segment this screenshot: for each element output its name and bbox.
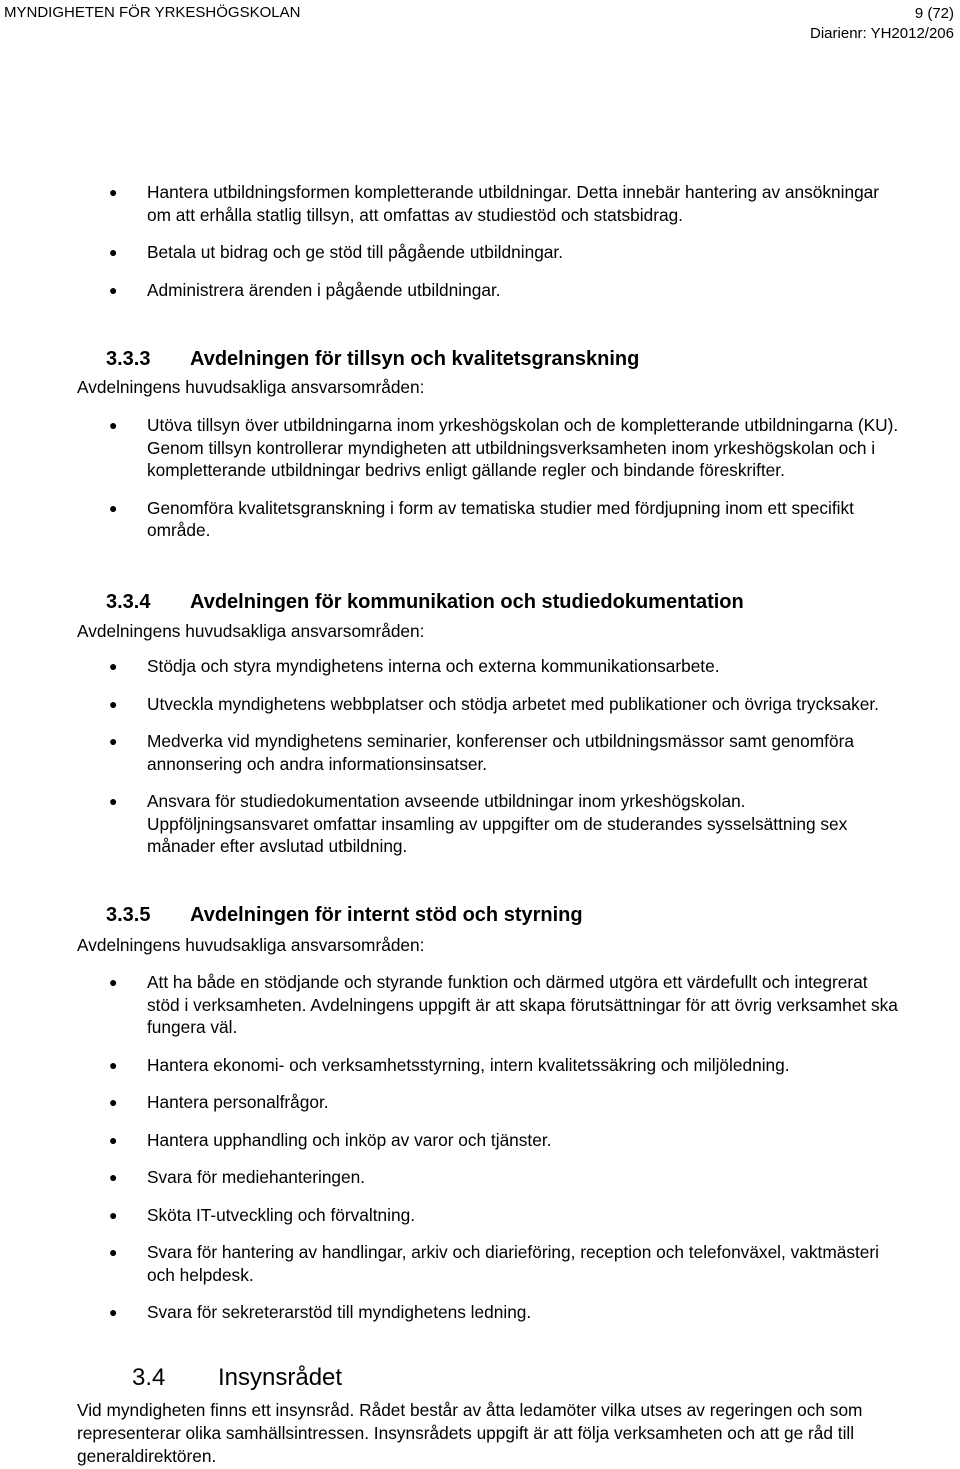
list-item-text: Stödja och styra myndighetens interna och externa kommunikationsarbete. (147, 656, 720, 676)
section-heading-335 (106, 903, 583, 927)
list-item-text: Hantera ekonomi- och verksamhetsstyrning, intern kvalitetssäkring och miljöledning. (147, 1054, 790, 1075)
bullet-icon: ● (109, 658, 118, 674)
list-item (109, 693, 899, 716)
list-item-text: Administrera ärenden i pågående utbildningar. (147, 279, 501, 300)
section-number: 3.3.5 (106, 904, 151, 926)
bullet-icon: ● (109, 244, 118, 260)
bullet-icon: ● (109, 1131, 118, 1148)
list-item (109, 1091, 899, 1114)
section-335-list (109, 971, 899, 1324)
list-item-text: Svara för sekreterarstöd till myndighetens ledning. (147, 1302, 532, 1322)
page-number: 9 (72) (914, 5, 954, 22)
diarienummer: Diarienr: YH2012/206 (810, 24, 954, 42)
bullet-icon: ● (109, 733, 118, 749)
list-item-text: Betala ut bidrag och ge stöd till pågående utbildningar. (147, 242, 564, 262)
list-item (109, 1204, 899, 1227)
section-heading-334 (106, 590, 744, 614)
header-right (810, 4, 954, 43)
list-item (109, 1241, 899, 1286)
bullet-icon: ● (109, 793, 118, 809)
section-title: Avdelningen för internt stöd och styrning (190, 904, 583, 926)
list-item-text: Genomföra kvalitetsgranskning i form av tematiska studier med fördjupning inom ett specifikt område. (147, 497, 854, 540)
section-heading-333 (106, 347, 639, 371)
list-item-text: Sköta IT-utveckling och förvaltning. (147, 1204, 415, 1225)
list-item (109, 497, 899, 542)
list-item (109, 1301, 899, 1324)
list-item (109, 414, 899, 482)
list-item (109, 790, 899, 858)
section-title: Avdelningen för tillsyn och kvalitetsgranskning (190, 348, 640, 370)
section-title: Avdelningen för kommunikation och studiedokumentation (190, 591, 744, 613)
section-333-list (109, 414, 899, 542)
section-334-list (109, 655, 899, 858)
bullet-icon: ● (109, 281, 118, 298)
list-item (109, 971, 899, 1039)
bullet-icon: ● (109, 1094, 118, 1110)
section-subtitle: Avdelningens huvudsakliga ansvarsområden: (77, 377, 425, 397)
list-item-text: Att ha både en stödjande och styrande funktion och därmed utgöra ett värdefullt och integrerat stöd i verksamheten. Avdelningens uppgift är att skapa förutsättningar för att övrig verksamhet ska fungera väl. (147, 972, 898, 1037)
list-item-text: Svara för hantering av handlingar, arkiv och diarieföring, reception och telefonväxel, vaktmästeri och helpdesk. (147, 1242, 879, 1285)
list-item-text: Ansvara för studiedokumentation avseende utbildningar inom yrkeshögskolan. Uppföljningsansvaret omfattar insamling av uppgifter om de studerandes sysselsättning sex månader efter avslutad utbildning. (147, 791, 848, 856)
intro-list (109, 181, 899, 301)
list-item (109, 241, 899, 264)
list-item-text: Utveckla myndighetens webbplatser och stödja arbetet med publikationer och övriga trycksaker. (147, 693, 879, 714)
bullet-icon: ● (109, 1169, 118, 1185)
bullet-icon: ● (109, 499, 118, 516)
section-number: 3.3.3 (106, 348, 151, 370)
list-item (109, 1129, 899, 1152)
insynsradet-paragraph: Vid myndigheten finns ett insynsråd. Rådet består av åtta ledamöter vilka utses av regeringen och som representerar olika samhällsintressen. Insynsrådets uppgift är att följa verksamheten och att ge råd till generaldirektören. (77, 1400, 863, 1466)
section-title: Insynsrådet (218, 1364, 343, 1391)
list-item (109, 1054, 899, 1077)
list-item-text: Hantera upphandling och inköp av varor och tjänster. (147, 1129, 552, 1150)
bullet-icon: ● (109, 1244, 118, 1260)
bullet-icon: ● (109, 1304, 118, 1320)
bullet-icon: ● (109, 1056, 118, 1073)
section-heading-34 (132, 1363, 342, 1393)
bullet-icon: ● (109, 1206, 118, 1223)
bullet-icon: ● (109, 184, 118, 200)
section-number: 3.3.4 (106, 591, 151, 613)
list-item (109, 181, 899, 226)
section-subtitle: Avdelningens huvudsakliga ansvarsområden: (77, 621, 425, 641)
list-item (109, 730, 899, 775)
list-item-text: Medverka vid myndighetens seminarier, konferenser och utbildningsmässor samt genomföra annonsering och andra informationsinsatser. (147, 731, 854, 774)
bullet-icon: ● (109, 695, 118, 712)
section-number: 3.4 (132, 1364, 166, 1391)
header-organization: MYNDIGHETEN FÖR YRKESHÖGSKOLAN (4, 4, 301, 21)
section-subtitle: Avdelningens huvudsakliga ansvarsområden: (77, 935, 425, 955)
bullet-icon: ● (109, 417, 118, 433)
list-item-text: Svara för mediehanteringen. (147, 1167, 366, 1187)
list-item-text: Hantera utbildningsformen kompletterande utbildningar. Detta innebär hantering av ansökningar om att erhålla statlig tillsyn, att omfattas av studiestöd och statsbidrag. (147, 182, 880, 225)
list-item (109, 1166, 899, 1189)
list-item (109, 655, 899, 678)
list-item (109, 279, 899, 302)
bullet-icon: ● (109, 974, 118, 990)
list-item-text: Utöva tillsyn över utbildningarna inom yrkeshögskolan och de kompletterande utbildningarna (KU). Genom tillsyn kontrollerar myndigheten att utbildningsverksamheten inom yrkeshögskolan och i kompletterande utbildningar bedrivs enligt gällande regler och bindande föreskrifter. (147, 415, 899, 480)
list-item-text: Hantera personalfrågor. (147, 1092, 329, 1112)
